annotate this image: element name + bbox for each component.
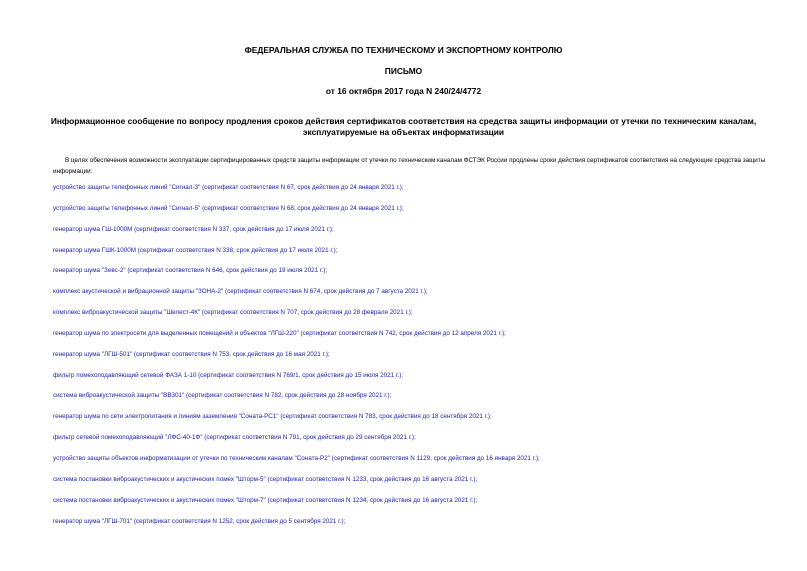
list-item: комплекс акустической и вибрационной защиты "ЗОНА-2" (сертификат соответствия N 674, срок действия до 7 августа 2021 г.); — [53, 288, 428, 296]
list-item: генератор шума по электросети для выделенных помещений и объектов "ЛГШ-220" (сертификат соответствия N 742, срок действия до 12 апреля 2021 г.); — [53, 329, 506, 337]
list-item: генератор шума по сети электропитания и линиям заземления "Соната-РС1" (сертификат соответствия N 783, срок действия до 18 сентября 2021 г.); — [53, 413, 492, 421]
list-item: фильтр помехоподавляющий сетевой ФАЗА 1-10 (сертификат соответствия N 769/1, срок действия до 15 июля 2021 г.); — [53, 371, 404, 379]
document-type: ПИСЬМО — [384, 66, 423, 76]
intro-paragraph: В целях обеспечения возможности эксплуатации сертифицированных средств защиты информации от утечки по техническим каналам ФСТЭК России продлены сроки действия сертификатов соответствия на следующие средства защиты информации: — [53, 157, 766, 175]
list-item: фильтр сетевой помехоподавляющий "ЛФС-40-1Ф" (сертификат соответствия N 791, срок действия до 29 сентября 2021 г.); — [53, 434, 416, 442]
list-item: комплекс виброакустической защиты "Шелест-4К" (сертификат соответствия N 707, срок действия до 28 февраля 2021 г.); — [53, 309, 413, 317]
list-item: генератор шума ГШ-1000М (сертификат соответствия N 337, срок действия до 17 июля 2021 г.); — [53, 225, 334, 233]
list-item: генератор шума "ЛГШ-501" (сертификат соответствия N 753, срок действия до 16 мая 2021 г.); — [53, 350, 330, 358]
agency-title: ФЕДЕРАЛЬНАЯ СЛУЖБА ПО ТЕХНИЧЕСКОМУ И ЭКСПОРТНОМУ КОНТРОЛЮ — [244, 45, 563, 55]
document-subject: Информационное сообщение по вопросу продления сроков действия сертификатов соответствия на средства защиты информации от утечки по техническим каналам, эксплуатируемые на объектах информатизации — [50, 116, 757, 137]
list-item: система виброакустической защиты "ВВ301" (сертификат соответствия N 782, срок действия до 28 ноября 2021 г.); — [53, 392, 392, 400]
list-item: генератор шума "ЛГШ-701" (сертификат соответствия N 1252, срок действия до 5 сентября 2021 г.); — [53, 517, 346, 525]
document-date: от 16 октября 2017 года N 240/24/4772 — [325, 86, 482, 96]
list-item: устройство защиты телефонных линий "Сигнал-3" (сертификат соответствия N 67, срок действия до 24 января 2021 г.); — [53, 184, 404, 191]
list-item: устройство защиты объектов информатизации от утечки по техническим каналам "Соната-Р2" (сертификат соответствия N 1129, срок действия до 16 января 2021 г.); — [53, 454, 540, 462]
list-item: система постановки виброакустических и акустических помех "Шторм-7" (сертификат соответствия N 1234, срок действия до 16 августа 2021 г.); — [53, 496, 478, 504]
list-item: система постановки виброакустических и акустических помех "Шторм-5" (сертификат соответствия N 1233, срок действия до 16 августа 2021 г.); — [53, 475, 478, 483]
certificate-list — [53, 183, 793, 537]
list-item: генератор шума ГШК-1000М (сертификат соответствия N 338, срок действия до 17 июля 2021 г.); — [53, 246, 338, 254]
list-item: устройство защиты телефонных линий "Сигнал-5" (сертификат соответствия N 68, срок действия до 24 января 2021 г.); — [53, 204, 404, 212]
list-item: генератор шума "Зевс-2" (сертификат соответствия N 646, срок действия до 19 июля 2021 г.); — [53, 267, 328, 275]
